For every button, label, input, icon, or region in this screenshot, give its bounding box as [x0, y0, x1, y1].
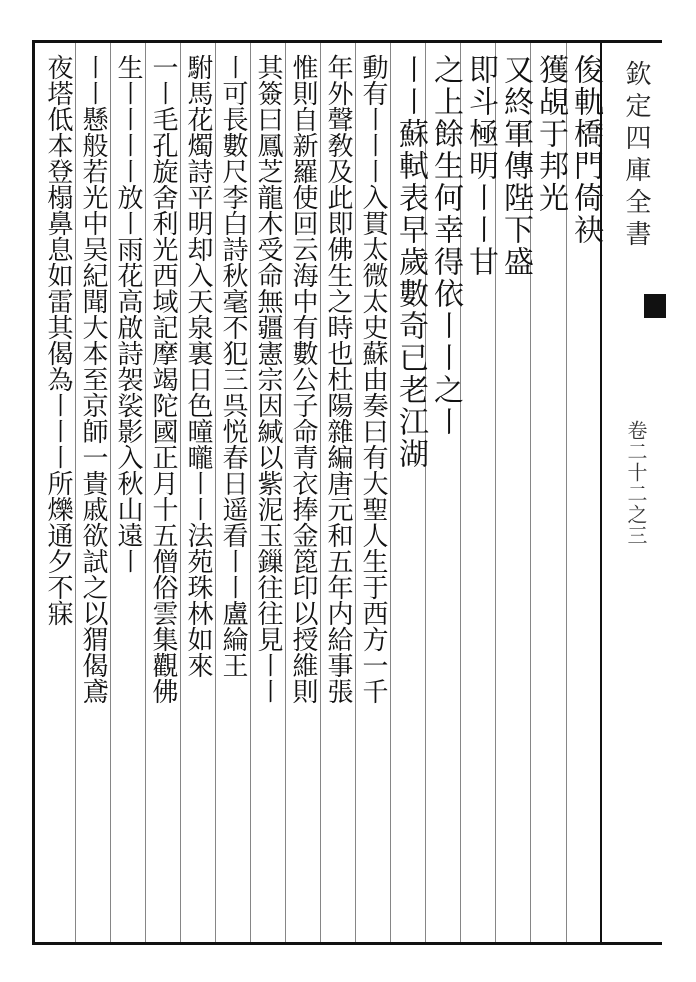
text-column: 之上餘生何幸得依〡〡之〡 [428, 54, 463, 438]
text-column: 駙馬花燭詩平明却入天泉裏日色曈曨〡〡法苑珠林如來 [183, 54, 213, 678]
text-column: 又終軍傳陛下盛 [498, 54, 533, 278]
volume-label: 卷二十二之三 [624, 420, 648, 546]
text-column: 惟則自新羅使回云海中有數公子命青衣捧金箆印以授維則 [288, 54, 318, 704]
column-rule [180, 43, 181, 942]
text-column: 〡〡懸般若光中吴紀聞大本至京師一貴戚欲試之以猬偈鳶 [78, 54, 108, 704]
column-rule [250, 43, 251, 942]
column-rule [215, 43, 216, 942]
column-rule [285, 43, 286, 942]
text-column: 一〡毛孔旋舍利光西域記摩竭陀國正月十五僧俗雲集觀佛 [148, 54, 178, 704]
text-column: 〡〡蘇軾表早歲數奇已老江湖 [393, 54, 428, 470]
text-column: 〡可長數尺李白詩秋毫不犯三呉悦春日遥看〡〡盧綸王 [218, 54, 248, 678]
text-column: 夜塔低本登榻鼻息如雷其偈為〡〡〡所爍通夕不寐 [43, 54, 73, 626]
text-column: 動有〡〡〡入貫太微太史蘇由奏曰有大聖人生于西方一千 [358, 54, 388, 704]
text-column: 俊軌橋門倚袂 [568, 54, 603, 246]
book-title: 欽定四庫全書 [621, 60, 651, 252]
column-rule [145, 43, 146, 942]
text-column: 年外聲敎及此即佛生之時也杜陽雜編唐元和五年内給事張 [323, 54, 353, 704]
column-rule [320, 43, 321, 942]
text-column: 其簽曰鳳芝龍木受命無疆憲宗因緘以紫泥玉鏁往往見〡〡 [253, 54, 283, 704]
column-rule [110, 43, 111, 942]
column-rule [390, 43, 391, 942]
text-column: 獲覘于邦光 [533, 54, 568, 214]
fishtail-mark-icon [644, 294, 666, 318]
text-column: 生〡〡〡〡放〡雨花高啟詩袈裟影入秋山遠〡 [113, 54, 143, 574]
column-rule [75, 43, 76, 942]
text-column: 即斗極明〡〡甘 [463, 54, 498, 278]
column-rule [355, 43, 356, 942]
